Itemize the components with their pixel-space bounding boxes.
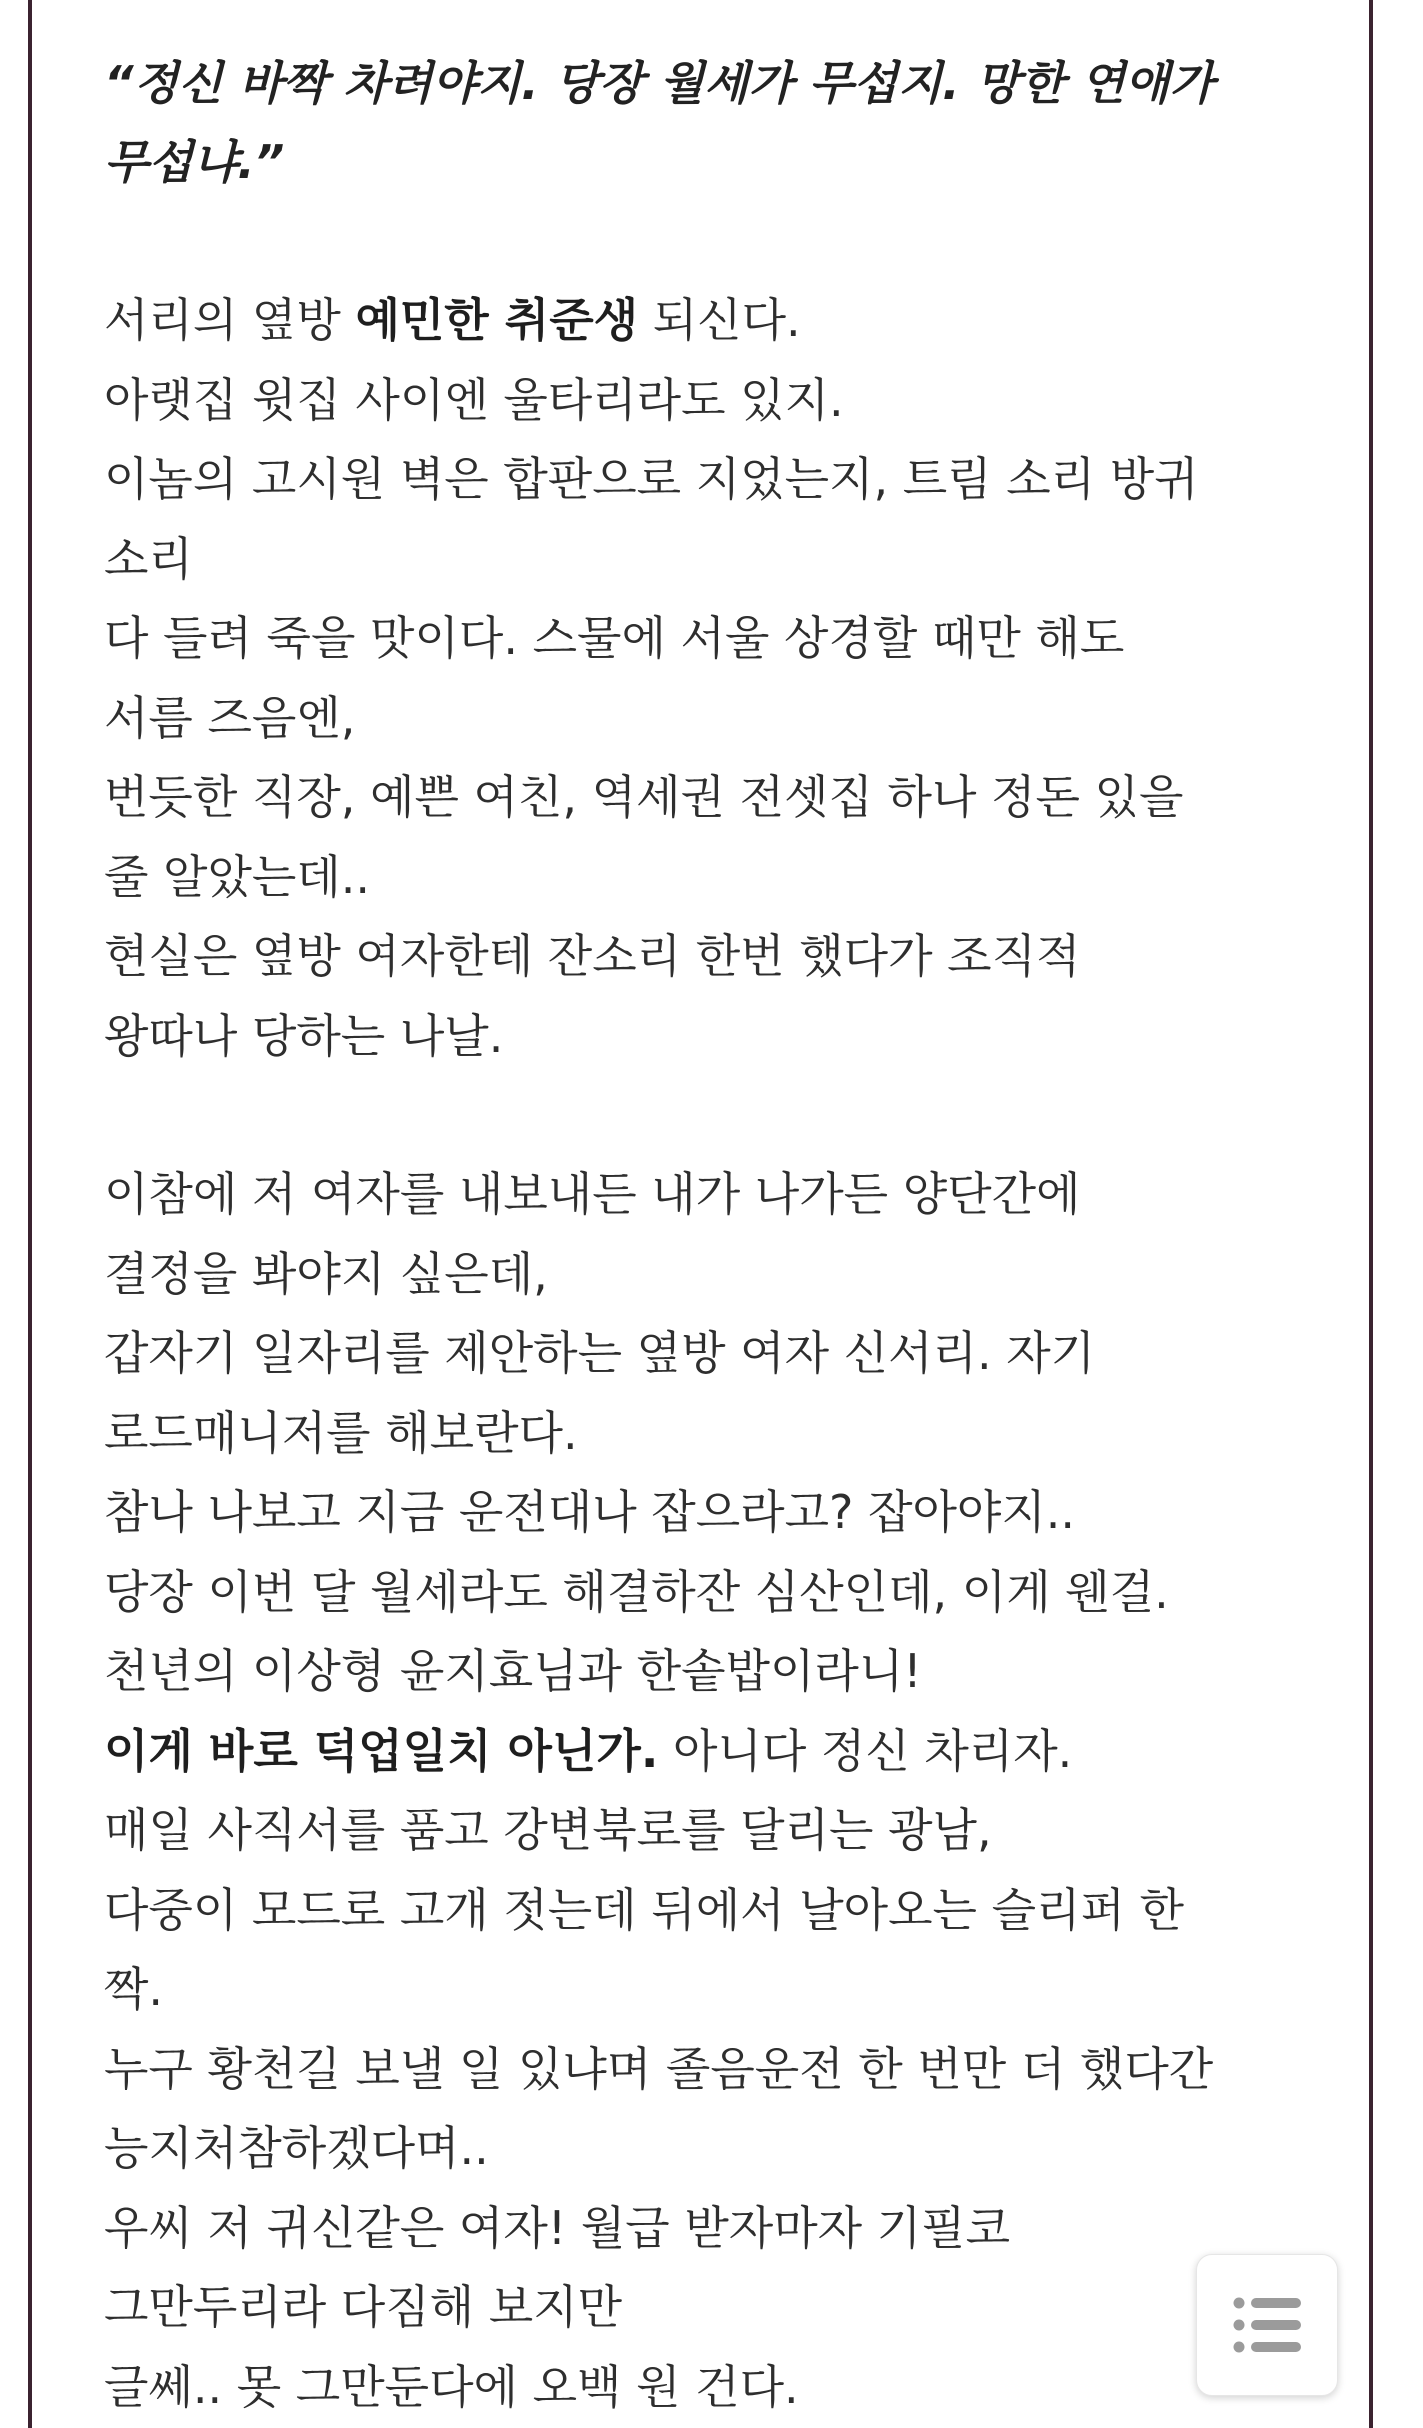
quote-line: “정신 바짝 차려야지. 당장 월세가 무섭지. 망한 연애가 <box>104 56 1214 110</box>
text-line: 다중이 모드로 고개 젓는데 뒤에서 날아오는 슬리퍼 한 <box>104 1882 1184 1937</box>
paragraph-gap <box>104 202 1324 281</box>
text-line: 줄 알았는데.. <box>104 849 371 904</box>
quote-line: 무섭냐.” <box>104 135 285 189</box>
text-line: 능지처참하겠다며.. <box>104 2121 489 2175</box>
text-line: 우씨 저 귀신같은 여자! 월급 받자마자 기필코 <box>104 2200 1011 2255</box>
text-line: 갑자기 일자리를 제안하는 옆방 여자 신서리. 자기 <box>104 1326 1096 1380</box>
text-line: 현실은 옆방 여자한테 잔소리 한번 했다가 조직적 <box>104 929 1081 983</box>
paragraph-intro <box>104 281 1324 1076</box>
text-line: 글쎄.. 못 그만둔다에 오백 원 건다. <box>104 2359 799 2414</box>
bold-text: 예민한 취준생 <box>355 293 639 347</box>
text-line: 참나 나보고 지금 운전대나 잡으라고? 잡아야지.. <box>104 1485 1076 1539</box>
text-line: 아랫집 윗집 사이엔 울타리라도 있지. <box>104 372 844 427</box>
text-segment: 서리의 옆방 <box>104 293 356 347</box>
list-icon <box>1233 2296 1301 2354</box>
text-segment: 아니다 정신 차리자. <box>658 1723 1073 1778</box>
paragraph-gap <box>104 1076 1324 1155</box>
text-line: 그만두리라 다짐해 보지만 <box>104 2280 623 2334</box>
text-line: 번듯한 직장, 예쁜 여친, 역세권 전셋집 하나 정돈 있을 <box>104 770 1184 824</box>
text-line: 로드매니저를 해보란다. <box>104 1405 578 1460</box>
text-line: 짝. <box>104 1962 164 2016</box>
article-body <box>104 44 1324 2427</box>
bold-text: 이게 바로 덕업일치 아닌가. <box>104 1723 659 1778</box>
text-line: 누구 황천길 보낼 일 있냐며 졸음운전 한 번만 더 했다간 <box>104 2041 1214 2096</box>
text-line <box>104 1712 1324 1792</box>
text-line: 다 들려 죽을 맛이다. 스물에 서울 상경할 때만 해도 <box>104 611 1125 665</box>
paragraph-story <box>104 1155 1324 2427</box>
text-segment: 되신다. <box>638 293 801 347</box>
text-line <box>104 281 1324 361</box>
text-line: 매일 사직서를 품고 강변북로를 달리는 광남, <box>104 1803 992 1857</box>
text-line: 이놈의 고시원 벽은 합판으로 지었는지, 트림 소리 방귀 <box>104 452 1199 506</box>
text-line: 왕따나 당하는 나날. <box>104 1008 504 1063</box>
text-line: 이참에 저 여자를 내보내든 내가 나가든 양단간에 <box>104 1167 1081 1221</box>
text-line: 천년의 이상형 윤지효님과 한솥밥이라니! <box>104 1644 922 1698</box>
quote-block <box>104 44 1324 202</box>
text-line: 결정을 봐야지 싶은데, <box>104 1246 548 1301</box>
text-line: 서름 즈음엔, <box>104 690 356 745</box>
table-of-contents-button[interactable] <box>1196 2254 1338 2396</box>
text-line: 당장 이번 달 월세라도 해결하잔 심산인데, 이게 웬걸. <box>104 1564 1169 1619</box>
text-line: 소리 <box>104 531 193 586</box>
